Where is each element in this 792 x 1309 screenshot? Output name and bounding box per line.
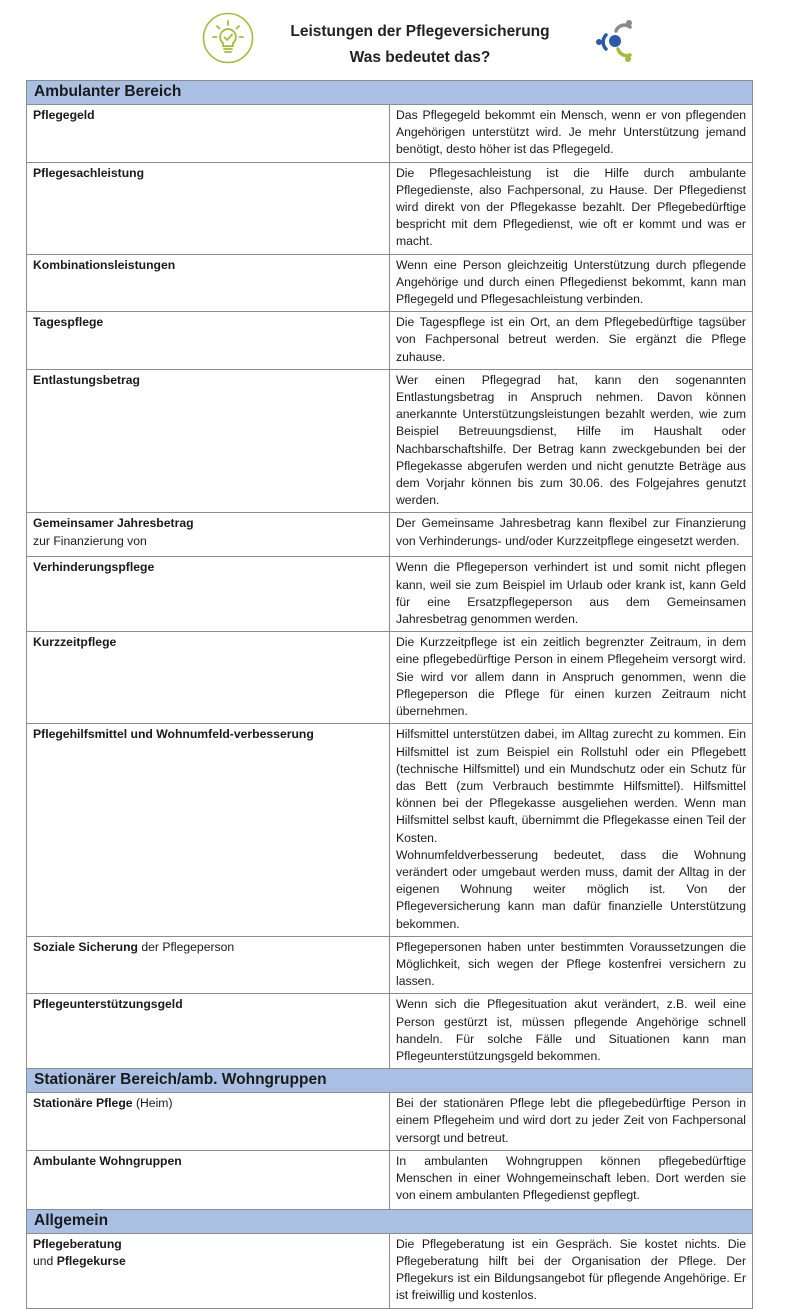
term-cell xyxy=(27,162,390,254)
description-paragraph: Wohnumfeldverbesserung bedeutet, dass die Wohnung verändert oder umgebaut werden muss, damit der Alltag in der eigenen Wohnung weiter möglich ist. Von der Pflegeversicherung kann man dafür finanzielle Unterstützung bekommen. xyxy=(396,847,746,931)
term-cell xyxy=(27,105,390,163)
term-label: Verhinderungspflege xyxy=(33,560,155,575)
description-cell: Wer einen Pflegegrad hat, kann den sogenannten Entlastungsbetrag in Anspruch nehmen. Davon können anerkannte Unterstützungsleistungen bezahlt werden, wie zum Beispiel Betreuungsdienst, Hilfe im Haushalt oder Nachbarschaftshilfe. Der Betrag kann zweckgebunden bei der Pflegekasse abgerufen werden und nicht genutzte Beträge aus dem Vorjahr können bis zum 30.06. des Folgejahres genutzt werden. xyxy=(390,369,753,513)
description-cell: Wenn die Pflegeperson verhindert ist und somit nicht pflegen kann, weil sie zum Beispiel im Urlaub oder krank ist, kann Geld für eine Ersatzpflegeperson aus dem Gemeinsamen Jahresbetrag genommen werden. xyxy=(390,557,753,632)
table-row xyxy=(27,632,753,724)
term-label-2: Pflegekurse xyxy=(56,1253,126,1268)
page-title xyxy=(260,19,580,71)
description-cell: Das Pflegegeld bekommt ein Mensch, wenn er von pflegenden Angehörigen unterstützt wird. Je mehr Unterstützung jemand benötigt, desto höher ist das Pflegegeld. xyxy=(390,105,753,163)
term-cell xyxy=(27,513,390,557)
term-label: Ambulante Wohngruppen xyxy=(33,1153,182,1168)
term-label: Kombinationsleistungen xyxy=(33,257,176,272)
table-row xyxy=(27,1150,753,1209)
term-label: Entlastungsbetrag xyxy=(33,372,140,387)
title-line-2: Was bedeutet das? xyxy=(349,49,491,66)
benefits-table xyxy=(26,80,753,1309)
table-row xyxy=(27,312,753,370)
term-label: Pflegeunterstützungsgeld xyxy=(33,997,183,1012)
term-cell xyxy=(27,1093,390,1151)
term-label: Gemeinsamer Jahresbetrag xyxy=(33,516,194,531)
description-cell: Die Tagespflege ist ein Ort, an dem Pflegebedürftige tagsüber von Fachpersonal betreut werden. Sie ergänzt die Pflege zuhause. xyxy=(390,312,753,370)
term-label: Stationäre Pflege xyxy=(33,1096,133,1111)
description-cell: Der Gemeinsame Jahresbetrag kann flexibel zur Finanzierung von Verhinderungs- und/oder Kurzzeitpflege eingesetzt werden. xyxy=(390,513,753,557)
term-label: Tagespflege xyxy=(33,315,104,330)
table-row xyxy=(27,936,753,994)
people-circle-logo-icon xyxy=(592,17,638,63)
table-row xyxy=(27,105,753,163)
term-label: Pflegesachleistung xyxy=(33,165,145,180)
term-cell xyxy=(27,1150,390,1209)
table-row xyxy=(27,162,753,254)
description-cell xyxy=(390,724,753,936)
table-row xyxy=(27,724,753,936)
title-line-1: Leistungen der Pflegeversicherung xyxy=(290,23,550,40)
term-sublabel: zur Finanzierung von xyxy=(33,533,147,548)
table-row xyxy=(27,994,753,1069)
section-header-stationaer xyxy=(27,1069,753,1093)
description-paragraph: Hilfsmittel unterstützen dabei, im Alltag zurecht zu kommen. Ein Hilfsmittel ist zum Beispiel ein Rollstuhl oder ein Pflegebett (technische Hilfsmittel) und ein Mundschutz oder ein Schutz für das Bett (zum Verbrauch bestimmte Hilfsmittel). Hilfsmittel können bei der Pflegekasse ausgeliehen werden. Wenn man Hilfsmittel selbst kauft, übernimmt die Pflegekasse einen Teil der Kosten. xyxy=(396,727,746,845)
description-cell: In ambulanten Wohngruppen können pflegebedürftige Menschen in einer Wohngemeinschaft leben. Dort werden sie von einem ambulanten Pflegedienst gepflegt. xyxy=(390,1150,753,1209)
term-cell xyxy=(27,312,390,370)
page-header xyxy=(0,0,792,78)
term-cell xyxy=(27,724,390,936)
term-label: Soziale Sicherung xyxy=(33,939,138,954)
table-row xyxy=(27,1093,753,1151)
term-cell xyxy=(27,936,390,994)
term-label: Pflegegeld xyxy=(33,108,95,122)
term-sublabel: der Pflegeperson xyxy=(137,939,235,954)
description-cell: Wenn eine Person gleichzeitig Unterstützung durch pflegende Angehörige und durch einen Pflegedienst bekommt, kann man Pflegegeld und Pflegesachleistung verbinden. xyxy=(390,254,753,312)
section-header-allgemein xyxy=(27,1209,753,1233)
description-cell: Pflegepersonen haben unter bestimmten Voraussetzungen die Möglichkeit, sich wegen der Pflege kostenfrei versichern zu lassen. xyxy=(390,936,753,994)
section-title: Stationärer Bereich/amb. Wohngruppen xyxy=(27,1069,753,1093)
table-row xyxy=(27,1233,753,1308)
term-label: Pflegehilfsmittel und Wohnumfeld-verbesserung xyxy=(33,727,314,742)
table-row xyxy=(27,254,753,312)
term-label: Pflegeberatung xyxy=(33,1236,122,1251)
term-cell xyxy=(27,254,390,312)
description-cell: Die Pflegeberatung ist ein Gespräch. Sie kostet nichts. Die Pflegeberatung hilft bei der Organisation der Pflege. Der Pflegekurs ist ein Bildungsangebot für pflegende Angehörige. Er ist freiwillig und kostenlos. xyxy=(390,1233,753,1308)
table-row xyxy=(27,369,753,513)
term-cell xyxy=(27,557,390,632)
description-cell: Die Kurzzeitpflege ist ein zeitlich begrenzter Zeitraum, in dem eine pflegebedürftige Person in einem Pflegeheim versorgt wird. Sie wird vor allem dann in Anspruch genommen, wenn die Pflegeperson die Pflege für einen kurzen Zeitraum nicht übernehmen. xyxy=(390,632,753,724)
term-cell xyxy=(27,369,390,513)
term-cell xyxy=(27,1233,390,1308)
term-sublabel: (Heim) xyxy=(132,1096,173,1111)
section-header-ambulant xyxy=(27,81,753,105)
description-cell: Wenn sich die Pflegesituation akut verändert, z.B. weil eine Person gestürzt ist, müssen pflegende Angehörige schnell handeln. Für solche Fälle und Situationen kann man Pflegeunterstützungsgeld bekommen. xyxy=(390,994,753,1069)
term-connector: und xyxy=(33,1253,57,1268)
term-cell xyxy=(27,632,390,724)
description-cell: Die Pflegesachleistung ist die Hilfe durch ambulante Pflegedienste, also Fachpersonal, zu Hause. Der Pflegedienst wird direkt von der Pflegekasse bezahlt. Der Pflegebedürftige bespricht mit dem Pflegedienst, wie oft er kommt und was er macht. xyxy=(390,162,753,254)
section-title: Allgemein xyxy=(27,1209,753,1233)
lightbulb-check-icon xyxy=(202,12,254,64)
section-title: Ambulanter Bereich xyxy=(27,81,753,105)
table-row xyxy=(27,513,753,557)
table-row xyxy=(27,557,753,632)
description-cell: Bei der stationären Pflege lebt die pflegebedürftige Person in einem Pflegeheim und wird dort zu jeder Zeit von Fachpersonal versorgt und betreut. xyxy=(390,1093,753,1151)
term-cell xyxy=(27,994,390,1069)
term-label: Kurzzeitpflege xyxy=(33,635,117,650)
